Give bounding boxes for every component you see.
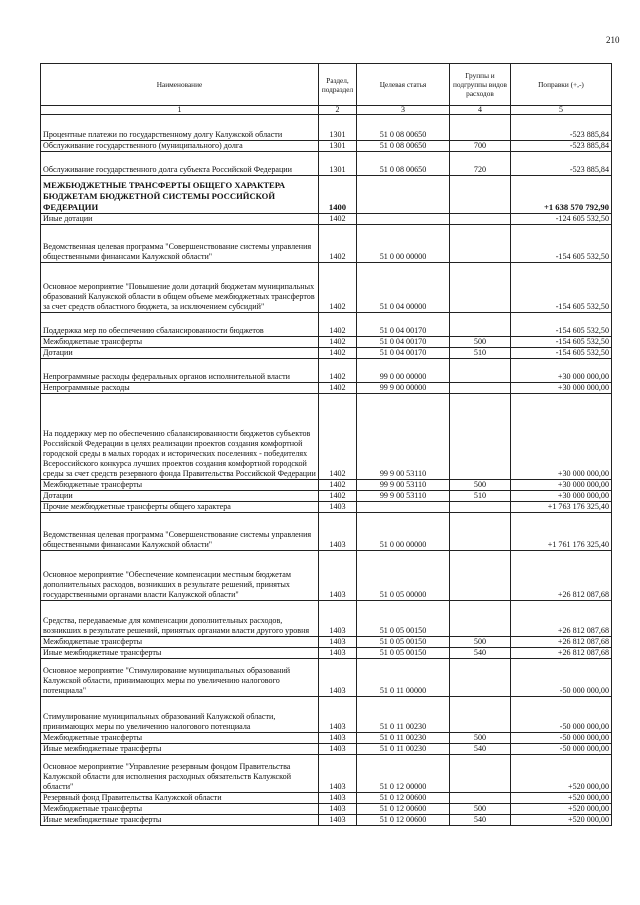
row-group: 540 [450, 744, 511, 755]
table-row [41, 502, 612, 513]
row-target: 51 0 05 00150 [357, 637, 450, 648]
row-name: Дотации [41, 491, 319, 502]
row-group: 500 [450, 733, 511, 744]
row-amount: -50 000 000,00 [511, 697, 612, 733]
row-section: 1301 [319, 141, 357, 152]
row-amount: +26 812 087,68 [511, 551, 612, 601]
row-group: 510 [450, 348, 511, 359]
row-name: Резервный фонд Правительства Калужской области [41, 793, 319, 804]
row-target: 51 0 05 00150 [357, 601, 450, 637]
row-section: 1403 [319, 659, 357, 697]
row-section: 1402 [319, 491, 357, 502]
table-row [41, 551, 612, 601]
row-target: 99 9 00 53110 [357, 491, 450, 502]
row-name: Межбюджетные трансферты [41, 733, 319, 744]
row-section: 1402 [319, 313, 357, 337]
row-name: Средства, передаваемые для компенсации дополнительных расходов, возникших в результате решений, принятых органами власти другого уровня [41, 601, 319, 637]
row-amount: -523 885,84 [511, 141, 612, 152]
row-name: Иные межбюджетные трансферты [41, 815, 319, 826]
column-number-row [41, 106, 612, 115]
table-row [41, 697, 612, 733]
row-target: 51 0 08 00650 [357, 152, 450, 176]
row-amount: -50 000 000,00 [511, 744, 612, 755]
page-number: 210 [606, 35, 620, 45]
table-row [41, 659, 612, 697]
row-target: 51 0 04 00170 [357, 313, 450, 337]
header-row [41, 64, 612, 106]
row-target: 51 0 04 00000 [357, 263, 450, 313]
table-row [41, 214, 612, 225]
row-amount: -124 605 532,50 [511, 214, 612, 225]
row-amount: -50 000 000,00 [511, 659, 612, 697]
row-target [357, 502, 450, 513]
header-target: Целевая статья [357, 64, 450, 106]
row-amount: -154 605 532,50 [511, 313, 612, 337]
col-number: 5 [511, 106, 612, 115]
row-target: 51 0 11 00000 [357, 659, 450, 697]
row-name: Основное мероприятие "Стимулирование муниципальных образований Калужской области, принимающих меры по увеличению налогового потенциала" [41, 659, 319, 697]
row-section: 1403 [319, 697, 357, 733]
row-target: 51 0 11 00230 [357, 733, 450, 744]
row-amount: +520 000,00 [511, 815, 612, 826]
row-group [450, 601, 511, 637]
row-name: Непрограммные расходы [41, 383, 319, 394]
row-group [450, 383, 511, 394]
table-row [41, 733, 612, 744]
row-group: 500 [450, 337, 511, 348]
header-amendment: Поправки (+,-) [511, 64, 612, 106]
header-section: Раздел, подраздел [319, 64, 357, 106]
row-section: 1402 [319, 214, 357, 225]
row-group [450, 513, 511, 551]
row-name: Процентные платежи по государственному долгу Калужской области [41, 115, 319, 141]
row-name: Межбюджетные трансферты [41, 637, 319, 648]
row-name: Основное мероприятие "Обеспечение компенсации местным бюджетам дополнительных расходов, возникших в результате решений, принятых государственными органами власти Калужской области" [41, 551, 319, 601]
table-row [41, 115, 612, 141]
row-group [450, 313, 511, 337]
table-row [41, 601, 612, 637]
row-group [450, 176, 511, 214]
row-section: 1403 [319, 815, 357, 826]
table-row [41, 637, 612, 648]
row-target: 51 0 05 00150 [357, 648, 450, 659]
row-amount: +1 763 176 325,40 [511, 502, 612, 513]
table-row [41, 383, 612, 394]
row-target: 51 0 00 00000 [357, 513, 450, 551]
row-name: Основное мероприятие "Управление резервным фондом Правительства Калужской области для исполнения расходных обязательств Калужской области" [41, 755, 319, 793]
table-row [41, 141, 612, 152]
row-amount: -154 605 532,50 [511, 263, 612, 313]
row-section: 1403 [319, 648, 357, 659]
row-section: 1400 [319, 176, 357, 214]
row-target: 99 9 00 53110 [357, 394, 450, 480]
table-row [41, 359, 612, 383]
row-name: На поддержку мер по обеспечению сбалансированности бюджетов субъектов Российской Федерации в целях реализации проектов создания комфортной городской среды в малых городах и исторических поселениях - победителях Всероссийского конкурса лучших проектов создания комфортной городской среды за счет средств резервного фонда Правительства Российской Федерации [41, 394, 319, 480]
table-row [41, 648, 612, 659]
row-name: Иные дотации [41, 214, 319, 225]
row-section: 1403 [319, 601, 357, 637]
row-section: 1403 [319, 733, 357, 744]
row-name: Стимулирование муниципальных образований Калужской области, принимающих меры по увеличению налогового потенциала [41, 697, 319, 733]
row-group [450, 214, 511, 225]
row-amount: +30 000 000,00 [511, 394, 612, 480]
table-row [41, 313, 612, 337]
table-row [41, 225, 612, 263]
row-target: 51 0 00 00000 [357, 225, 450, 263]
row-amount: +30 000 000,00 [511, 480, 612, 491]
row-amount: -523 885,84 [511, 152, 612, 176]
row-section: 1403 [319, 744, 357, 755]
row-section: 1402 [319, 383, 357, 394]
row-target: 99 0 00 00000 [357, 359, 450, 383]
row-amount: +520 000,00 [511, 793, 612, 804]
row-name: Межбюджетные трансферты [41, 804, 319, 815]
row-target: 51 0 12 00600 [357, 793, 450, 804]
row-section: 1402 [319, 225, 357, 263]
row-name: Межбюджетные трансферты [41, 480, 319, 491]
row-amount: -154 605 532,50 [511, 337, 612, 348]
table-row [41, 263, 612, 313]
row-group: 540 [450, 815, 511, 826]
row-group: 500 [450, 637, 511, 648]
row-target: 51 0 05 00000 [357, 551, 450, 601]
table-row [41, 348, 612, 359]
row-amount: +26 812 087,68 [511, 601, 612, 637]
row-name: Межбюджетные трансферты [41, 337, 319, 348]
row-section: 1301 [319, 152, 357, 176]
row-section: 1402 [319, 394, 357, 480]
budget-table [40, 63, 612, 826]
row-name: Ведомственная целевая программа "Совершенствование системы управления общественными финансами Калужской области" [41, 225, 319, 263]
row-group: 500 [450, 480, 511, 491]
row-section: 1402 [319, 359, 357, 383]
table-row [41, 804, 612, 815]
row-target [357, 176, 450, 214]
row-target: 99 9 00 53110 [357, 480, 450, 491]
table-body [41, 115, 612, 826]
table-row [41, 815, 612, 826]
row-amount: +520 000,00 [511, 755, 612, 793]
row-group [450, 697, 511, 733]
row-group [450, 551, 511, 601]
row-section: 1301 [319, 115, 357, 141]
row-amount: +26 812 087,68 [511, 648, 612, 659]
row-group: 510 [450, 491, 511, 502]
row-name: Иные межбюджетные трансферты [41, 744, 319, 755]
table-row [41, 176, 612, 214]
row-group [450, 263, 511, 313]
table-row [41, 793, 612, 804]
row-amount: -154 605 532,50 [511, 225, 612, 263]
row-name: Поддержка мер по обеспечению сбалансированности бюджетов [41, 313, 319, 337]
row-target: 51 0 08 00650 [357, 115, 450, 141]
row-group [450, 502, 511, 513]
row-section: 1402 [319, 348, 357, 359]
row-group [450, 755, 511, 793]
row-section: 1403 [319, 502, 357, 513]
row-amount: +1 761 176 325,40 [511, 513, 612, 551]
header-name: Наименование [41, 64, 319, 106]
table-row [41, 480, 612, 491]
row-amount: -154 605 532,50 [511, 348, 612, 359]
row-group [450, 793, 511, 804]
row-amount: -523 885,84 [511, 115, 612, 141]
row-name: Непрограммные расходы федеральных органов исполнительной власти [41, 359, 319, 383]
row-section: 1403 [319, 513, 357, 551]
row-section: 1403 [319, 804, 357, 815]
row-target: 51 0 11 00230 [357, 744, 450, 755]
row-amount: +30 000 000,00 [511, 383, 612, 394]
row-target: 51 0 04 00170 [357, 337, 450, 348]
row-name: Обслуживание государственного долга субъекта Российской Федерации [41, 152, 319, 176]
row-target: 99 9 00 00000 [357, 383, 450, 394]
row-group: 540 [450, 648, 511, 659]
table-row [41, 491, 612, 502]
row-name: Дотации [41, 348, 319, 359]
row-group [450, 225, 511, 263]
header-group: Группы и подгруппы видов расходов [450, 64, 511, 106]
row-name: Ведомственная целевая программа "Совершенствование системы управления общественными финансами Калужской области" [41, 513, 319, 551]
table-row [41, 755, 612, 793]
row-section: 1402 [319, 480, 357, 491]
row-section: 1402 [319, 337, 357, 348]
col-number: 1 [41, 106, 319, 115]
row-section: 1402 [319, 263, 357, 313]
col-number: 2 [319, 106, 357, 115]
row-name: Прочие межбюджетные трансферты общего характера [41, 502, 319, 513]
row-section: 1403 [319, 755, 357, 793]
row-target: 51 0 12 00000 [357, 755, 450, 793]
row-group [450, 394, 511, 480]
row-name: Основное мероприятие "Повышение доли дотаций бюджетам муниципальных образований Калужской области в общем объеме межбюджетных трансфертов за счет средств областного бюджета, за исключением субсидий" [41, 263, 319, 313]
row-amount: +520 000,00 [511, 804, 612, 815]
row-amount: +30 000 000,00 [511, 359, 612, 383]
row-amount: -50 000 000,00 [511, 733, 612, 744]
row-target: 51 0 12 00600 [357, 804, 450, 815]
row-amount: +1 638 570 792,90 [511, 176, 612, 214]
row-name: МЕЖБЮДЖЕТНЫЕ ТРАНСФЕРТЫ ОБЩЕГО ХАРАКТЕРА БЮДЖЕТАМ БЮДЖЕТНОЙ СИСТЕМЫ РОССИЙСКОЙ ФЕДЕРАЦИИ [41, 176, 319, 214]
row-group: 720 [450, 152, 511, 176]
row-section: 1403 [319, 637, 357, 648]
row-group [450, 115, 511, 141]
table-row [41, 152, 612, 176]
table-row [41, 513, 612, 551]
row-target [357, 214, 450, 225]
row-name: Иные межбюджетные трансферты [41, 648, 319, 659]
col-number: 4 [450, 106, 511, 115]
row-group: 500 [450, 804, 511, 815]
row-target: 51 0 08 00650 [357, 141, 450, 152]
table-row [41, 337, 612, 348]
row-amount: +30 000 000,00 [511, 491, 612, 502]
row-group: 700 [450, 141, 511, 152]
table-row [41, 744, 612, 755]
table-row [41, 394, 612, 480]
row-target: 51 0 12 00600 [357, 815, 450, 826]
row-section: 1403 [319, 793, 357, 804]
row-section: 1403 [319, 551, 357, 601]
row-target: 51 0 04 00170 [357, 348, 450, 359]
row-name: Обслуживание государственного (муниципального) долга [41, 141, 319, 152]
row-group [450, 659, 511, 697]
row-group [450, 359, 511, 383]
row-target: 51 0 11 00230 [357, 697, 450, 733]
row-amount: +26 812 087,68 [511, 637, 612, 648]
col-number: 3 [357, 106, 450, 115]
